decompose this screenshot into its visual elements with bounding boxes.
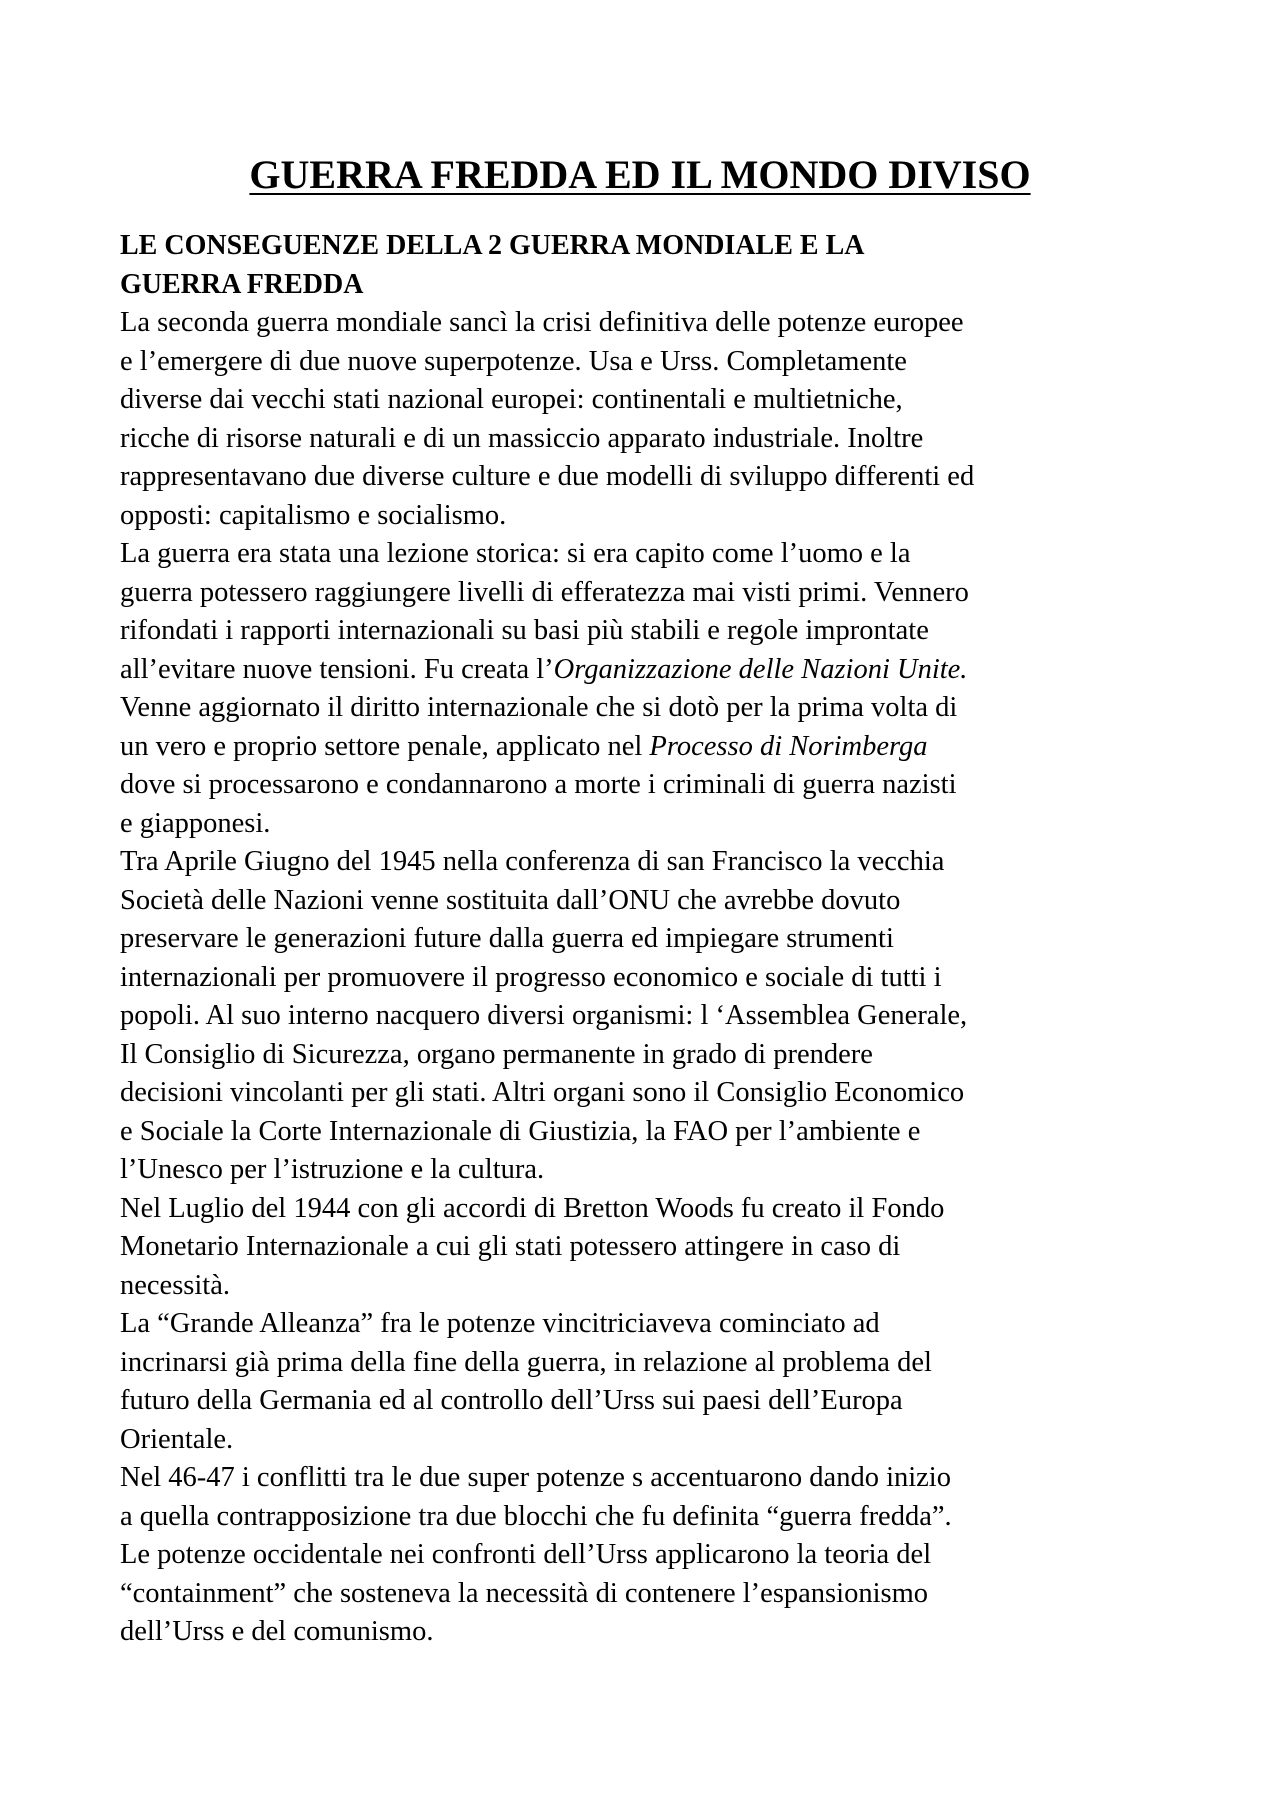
paragraph-line: preservare le generazioni future dalla guerra ed impiegare strumenti: [120, 923, 894, 954]
paragraph-line: rappresentavano due diverse culture e due modelli di sviluppo differenti ed: [120, 461, 975, 492]
paragraph-line: guerra potessero raggiungere livelli di efferatezza mai visti primi. Vennero: [120, 576, 969, 608]
paragraph-line: Società delle Nazioni venne sostituita dall’ONU che avrebbe dovuto: [120, 884, 901, 916]
paragraph-line: Le potenze occidentale nei confronti dell’Urss applicarono la teoria del: [120, 1539, 932, 1570]
italic-term: Processo di Norimberga: [649, 730, 928, 762]
paragraph-line: dell’Urss e del comunismo.: [120, 1616, 434, 1647]
document-title: [0, 150, 1280, 200]
paragraph-line: La “Grande Alleanza” fra le potenze vincitriciaveva cominciato ad: [120, 1308, 880, 1339]
paragraph-line: Nel Luglio del 1944 con gli accordi di Bretton Woods fu creato il Fondo: [120, 1192, 945, 1224]
paragraph-line: [120, 651, 1180, 690]
paragraph-line: Orientale.: [120, 1423, 234, 1455]
paragraph-line: diverse dai vecchi stati nazional europei: continentali e multietniche,: [120, 384, 903, 415]
paragraph-line: internazionali per promuovere il progresso economico e sociale di tutti i: [120, 961, 942, 993]
paragraph-line: Tra Aprile Giugno del 1945 nella conferenza di san Francisco la vecchia: [120, 846, 945, 877]
paragraph-line: “containment” che sosteneva la necessità di contenere l’espansionismo: [120, 1577, 928, 1609]
paragraph-line: Monetario Internazionale a cui gli stati potessero attingere in caso di: [120, 1231, 901, 1262]
paragraph-line: incrinarsi già prima della fine della guerra, in relazione al problema del: [120, 1346, 932, 1378]
paragraph-line: decisioni vincolanti per gli stati. Altri organi sono il Consiglio Economico: [120, 1077, 965, 1108]
paragraph-line: rifondati i rapporti internazionali su basi più stabili e regole improntate: [120, 615, 929, 646]
paragraph-line-text: un vero e proprio settore penale, applicato nel: [120, 730, 650, 762]
paragraph-line: dove si processarono e condannarono a morte i criminali di guerra nazisti: [120, 769, 957, 800]
paragraph-line: e Sociale la Corte Internazionale di Giustizia, la FAO per l’ambiente e: [120, 1115, 921, 1147]
paragraph-line: e l’emergere di due nuove superpotenze. Usa e Urss. Completamente: [120, 345, 907, 377]
paragraph-line: necessità.: [120, 1269, 230, 1301]
paragraph-line: e giapponesi.: [120, 807, 271, 839]
paragraph-line: Venne aggiornato il diritto internazionale che si dotò per la prima volta di: [120, 692, 958, 723]
paragraph-line: Il Consiglio di Sicurezza, organo permanente in grado di prendere: [120, 1038, 873, 1070]
paragraph-line: La guerra era stata una lezione storica: si era capito come l’uomo e la: [120, 538, 911, 569]
section-heading-line-1: LE CONSEGUENZE DELLA 2 GUERRA MONDIALE E LA: [120, 230, 865, 261]
document-title-text: GUERRA FREDDA ED IL MONDO DIVISO: [249, 152, 1031, 197]
section-heading-line-2: GUERRA FREDDA: [120, 268, 364, 300]
document-body: [120, 227, 1180, 1652]
paragraph-line: l’Unesco per l’istruzione e la cultura.: [120, 1154, 545, 1185]
paragraph-line: Nel 46-47 i conflitti tra le due super potenze s accentuarono dando inizio: [120, 1462, 951, 1493]
paragraph-line: a quella contrapposizione tra due blocchi che fu definita “guerra fredda”.: [120, 1500, 952, 1532]
paragraph-line: [120, 728, 1180, 767]
paragraph-line-text: all’evitare nuove tensioni. Fu creata l’: [120, 653, 554, 685]
paragraph-line: La seconda guerra mondiale sancì la crisi definitiva delle potenze europee: [120, 307, 964, 338]
paragraph-line: opposti: capitalismo e socialismo.: [120, 499, 507, 531]
paragraph-line: futuro della Germania ed al controllo dell’Urss sui paesi dell’Europa: [120, 1385, 903, 1416]
italic-term: Organizzazione delle Nazioni Unite.: [553, 653, 968, 685]
paragraph-line: ricche di risorse naturali e di un massiccio apparato industriale. Inoltre: [120, 422, 924, 454]
paragraph-line: popoli. Al suo interno nacquero diversi organismi: l ‘Assemblea Generale,: [120, 1000, 968, 1031]
